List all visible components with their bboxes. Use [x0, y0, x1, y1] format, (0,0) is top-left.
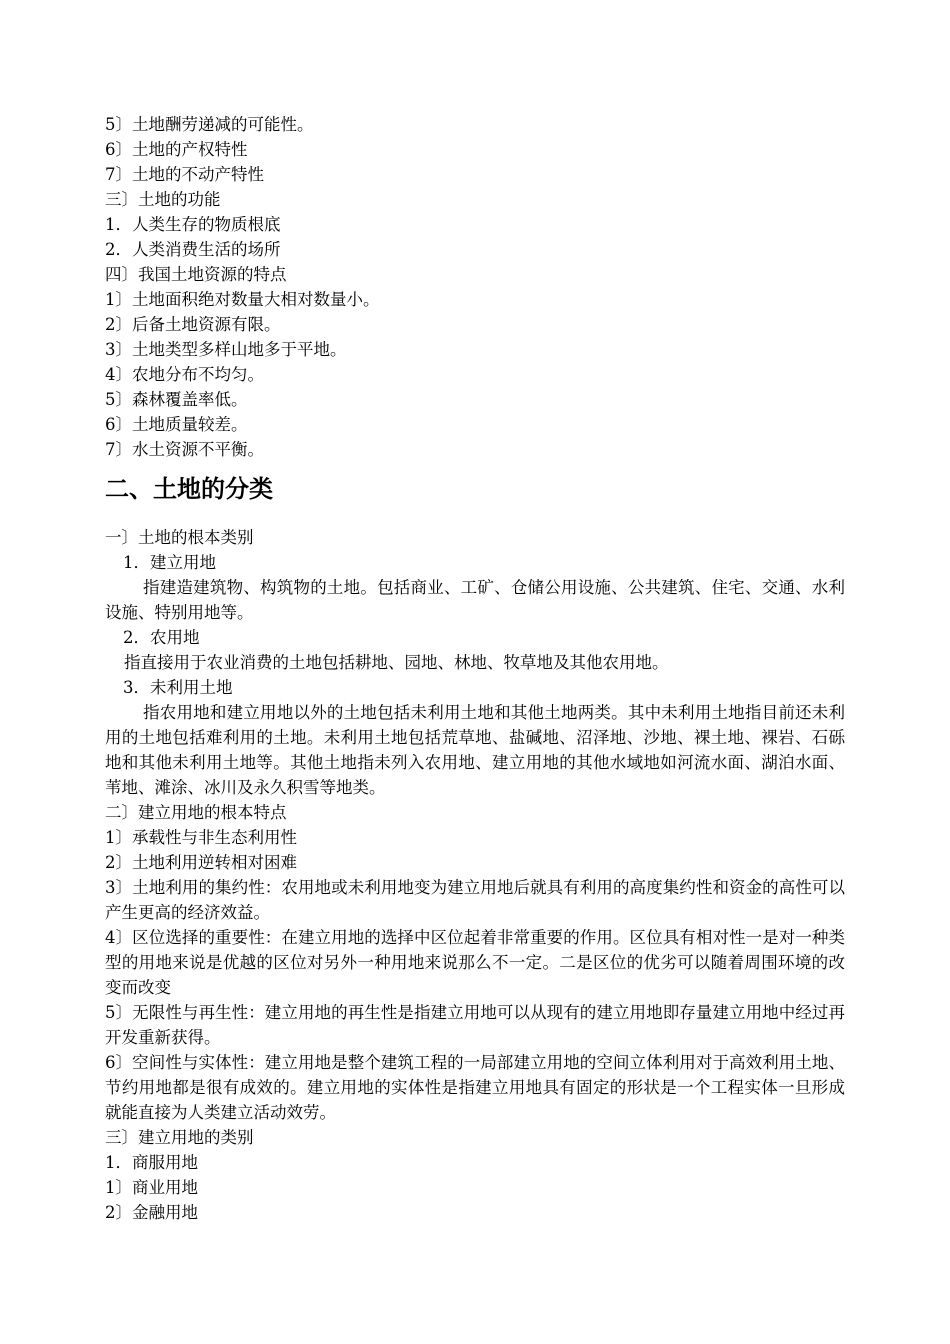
list-item: 2〕后备土地资源有限。	[105, 315, 281, 334]
list-item: 5〕森林覆盖率低。	[105, 390, 248, 409]
paragraph: 4〕区位选择的重要性：在建立用地的选择中区位起着非常重要的作用。区位具有相对性一是对一种类型的用地来说是优越的区位对另外一种用地来说那么不一定。二是区位的优劣可以随着周围环境的改变而改变	[105, 928, 845, 997]
list-item: 6〕土地质量较差。	[105, 415, 248, 434]
list-item: 4〕农地分布不均匀。	[105, 365, 264, 384]
list-item: 1〕商业用地	[105, 1178, 198, 1197]
list-item: 2〕金融用地	[105, 1203, 198, 1222]
document-page	[105, 112, 845, 1225]
list-item-title: 2．农用地	[123, 628, 200, 647]
list-item-title: 1．建立用地	[123, 553, 216, 572]
list-item: 1．商服用地	[105, 1153, 198, 1172]
paragraph: 6〕空间性与实体性：建立用地是整个建筑工程的一局部建立用地的空间立体利用对于高效利用土地、节约用地都是很有成效的。建立用地的实体性是指建立用地具有固定的形状是一个工程实体一旦形成就能直接为人类建立活动效劳。	[105, 1053, 845, 1122]
list-item: 1〕承载性与非生态利用性	[105, 828, 297, 847]
list-item: 3〕土地类型多样山地多于平地。	[105, 340, 347, 359]
subsection-title: 三〕建立用地的类别	[105, 1128, 254, 1147]
list-item: 6〕土地的产权特性	[105, 140, 248, 159]
paragraph: 指直接用于农业消费的土地包括耕地、园地、林地、牧草地及其他农用地。	[124, 653, 669, 672]
section-heading: 二、土地的分类	[105, 475, 273, 503]
subsection-title: 二〕建立用地的根本特点	[105, 803, 287, 822]
list-item: 1〕土地面积绝对数量大相对数量小。	[105, 290, 380, 309]
paragraph: 指农用地和建立用地以外的土地包括未利用土地和其他土地两类。其中未利用土地指目前还未利用的土地包括难利用的土地。未利用土地包括荒草地、盐碱地、沼泽地、沙地、裸土地、裸岩、石砾地和其他未利用土地等。其他土地指未列入农用地、建立用地的其他水域地如河流水面、湖泊水面、苇地、滩涂、冰川及永久积雪等地类。	[105, 703, 845, 797]
subsection-title: 三〕土地的功能	[105, 190, 221, 209]
paragraph: 5〕无限性与再生性：建立用地的再生性是指建立用地可以从现有的建立用地即存量建立用地中经过再开发重新获得。	[105, 1003, 845, 1047]
list-item: 5〕土地酬劳递减的可能性。	[105, 115, 314, 134]
list-item: 7〕水土资源不平衡。	[105, 440, 264, 459]
list-item-title: 3．未利用土地	[123, 678, 233, 697]
list-item: 2〕土地利用逆转相对困难	[105, 853, 297, 872]
list-item: 2．人类消费生活的场所	[105, 240, 281, 259]
list-item: 1．人类生存的物质根底	[105, 215, 281, 234]
paragraph: 3〕土地利用的集约性：农用地或未利用地变为建立用地后就具有利用的高度集约性和资金的高性可以产生更高的经济效益。	[105, 878, 845, 922]
list-item: 7〕土地的不动产特性	[105, 165, 264, 184]
subsection-title: 四〕我国土地资源的特点	[105, 265, 287, 284]
subsection-title: 一〕土地的根本类别	[105, 528, 254, 547]
paragraph: 指建造建筑物、构筑物的土地。包括商业、工矿、仓储公用设施、公共建筑、住宅、交通、水利设施、特别用地等。	[105, 578, 845, 622]
